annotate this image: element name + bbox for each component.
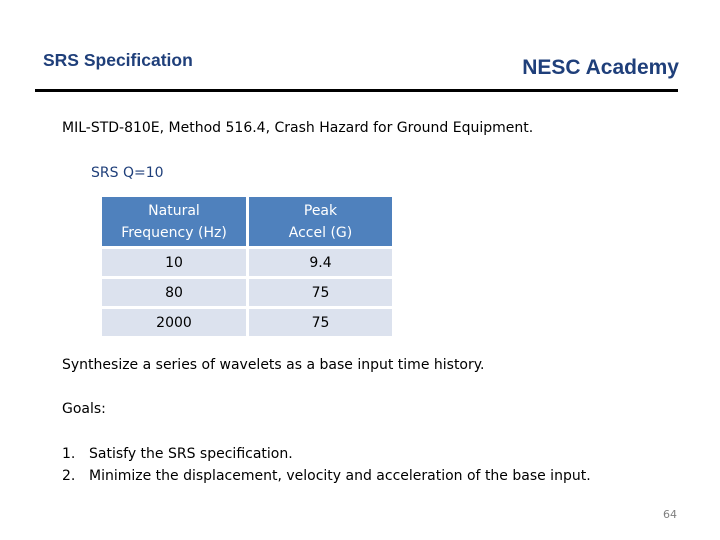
list-text: Satisfy the SRS specification. [89, 446, 293, 462]
list-item [62, 443, 591, 465]
header-line: Frequency (Hz) [121, 224, 227, 241]
header-natural-frequency [102, 197, 246, 246]
goals-list [62, 443, 591, 487]
slide-label: SRS Specification [43, 50, 193, 70]
srs-spec-table [99, 194, 395, 339]
header-line: Accel (G) [288, 224, 353, 241]
cell-frequency: 2000 [102, 309, 246, 336]
cell-accel: 75 [249, 279, 392, 306]
goals-heading: Goals: [62, 401, 106, 417]
cell-frequency: 80 [102, 279, 246, 306]
cell-frequency: 10 [102, 249, 246, 276]
list-number: 1. [62, 446, 76, 462]
table-row [102, 279, 392, 306]
synthesize-paragraph: Synthesize a series of wavelets as a base input time history. [62, 357, 485, 373]
page-number: 64 [663, 508, 677, 521]
header-line: Natural [148, 202, 200, 219]
list-text: Minimize the displacement, velocity and acceleration of the base input. [89, 468, 591, 484]
header-peak-accel [249, 197, 392, 246]
standard-reference: MIL-STD-810E, Method 516.4, Crash Hazard for Ground Equipment. [62, 120, 534, 136]
header-line: Peak [303, 202, 338, 219]
list-item [62, 465, 591, 487]
table-row [102, 309, 392, 336]
table-header-row [102, 197, 392, 246]
cell-accel: 9.4 [249, 249, 392, 276]
cell-accel: 75 [249, 309, 392, 336]
table-row [102, 249, 392, 276]
list-number: 2. [62, 468, 76, 484]
organization-title: NESC Academy [522, 56, 679, 79]
header-divider [35, 89, 678, 92]
srs-q-label: SRS Q=10 [91, 165, 164, 181]
